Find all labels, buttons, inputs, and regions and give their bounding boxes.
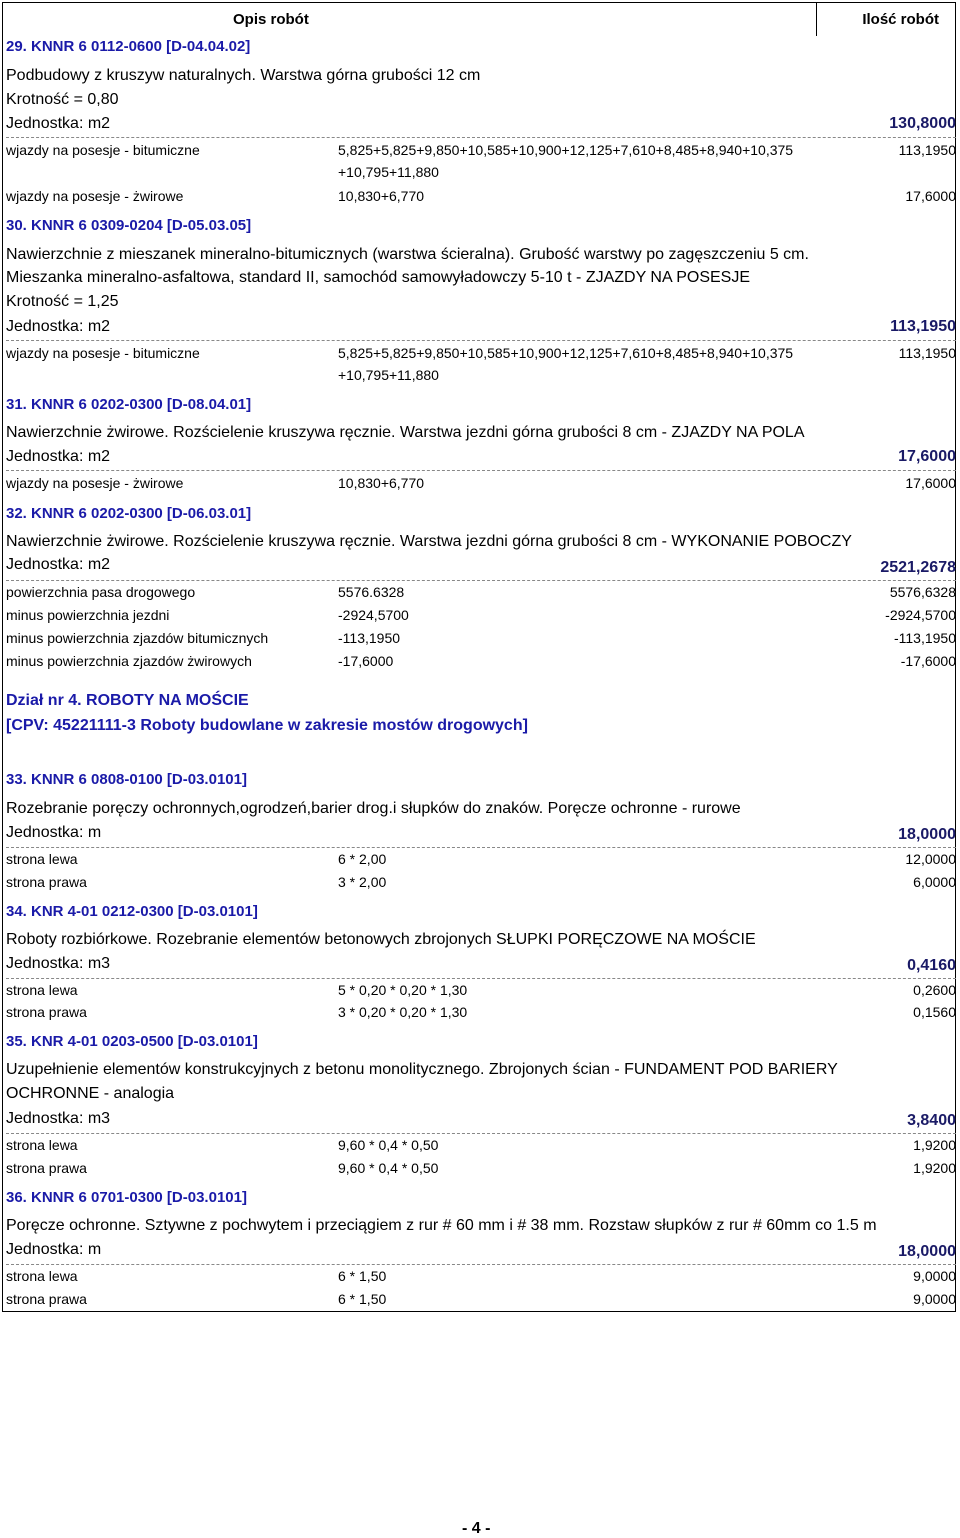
item-29-desc: Podbudowy z kruszyw naturalnych. Warstwa górna grubości 12 cm: [6, 67, 481, 84]
measure-value: 5576,6328: [889, 584, 956, 600]
measure-value: 12,0000: [905, 851, 956, 867]
unit-total: 18,0000: [898, 1243, 956, 1260]
measure-value: 113,1950: [898, 142, 956, 158]
measure-label: strona lewa: [6, 982, 78, 998]
divider: [6, 978, 956, 979]
measure-value: -113,1950: [893, 630, 956, 646]
column-header-opis: Opis robót: [233, 11, 309, 28]
item-30-unit-row: [6, 318, 956, 336]
divider: [6, 1264, 956, 1265]
unit-label: Jednostka: m: [6, 1241, 102, 1258]
measure-value: 113,1950: [898, 345, 956, 361]
item-30-desc-1: Nawierzchnie z mieszanek mineralno-bitumicznych (warstwa ścieralna). Grubość warstwy po zagęszczeniu 5 cm.: [6, 246, 809, 263]
measure-value: -2924,5700: [885, 607, 956, 623]
item-36-desc: Poręcze ochronne. Sztywne z pochwytem i przeciągiem z rur # 60 mm i # 38 mm. Rozstaw słupków z rur # 60mm co 1.5 m: [6, 1217, 877, 1234]
measure-expression: 3 * 2,00: [338, 874, 387, 890]
measure-expression: [338, 342, 793, 386]
item-30-desc-2: Mieszanka mineralno-asfaltowa, standard II, samochód samowyładowczy 5-10 t - ZJAZDY NA POSESJE: [6, 269, 751, 286]
measure-value: 9,0000: [913, 1291, 956, 1307]
item-34-code: 34. KNR 4-01 0212-0300 [D-03.0101]: [6, 903, 258, 920]
measure-expression: [338, 139, 793, 183]
measure-expression: 6 * 1,50: [338, 1268, 387, 1284]
measure-label: minus powierzchnia jezdni: [6, 607, 170, 623]
item-29-krotnosc: Krotność = 0,80: [6, 91, 119, 108]
measure-value: 17,6000: [905, 475, 956, 491]
item-33-desc: Rozebranie poręczy ochronnych,ogrodzeń,barier drog.i słupków do znaków. Poręcze ochronne - rurowe: [6, 800, 741, 817]
section-cpv: [CPV: 45221111-3 Roboty budowlane w zakresie mostów drogowych]: [6, 717, 528, 734]
item-33-code: 33. KNNR 6 0808-0100 [D-03.0101]: [6, 771, 247, 788]
divider: [6, 580, 956, 581]
divider: [6, 847, 956, 848]
unit-total: 17,6000: [898, 448, 956, 465]
measure-expression: 9,60 * 0,4 * 0,50: [338, 1160, 439, 1176]
measure-label: powierzchnia pasa drogowego: [6, 584, 196, 600]
measure-expression: 6 * 1,50: [338, 1291, 387, 1307]
expr-line-1: 5,825+5,825+9,850+10,585+10,900+12,125+7,610+8,485+8,940+10,375: [338, 345, 794, 361]
item-29-unit-row: [6, 115, 956, 133]
unit-label: Jednostka: m2: [6, 448, 111, 465]
measure-label: wjazdy na posesje - bitumiczne: [6, 142, 200, 158]
item-32-code: 32. KNNR 6 0202-0300 [D-06.03.01]: [6, 505, 252, 522]
item-35-code: 35. KNR 4-01 0203-0500 [D-03.0101]: [6, 1033, 258, 1050]
measure-label: minus powierzchnia zjazdów bitumicznych: [6, 630, 269, 646]
measure-label: strona prawa: [6, 1291, 87, 1307]
measure-label: strona prawa: [6, 1160, 87, 1176]
unit-total: 130,8000: [889, 115, 956, 132]
item-30-code: 30. KNNR 6 0309-0204 [D-05.03.05]: [6, 217, 252, 234]
item-35-desc-1: Uzupełnienie elementów konstrukcyjnych z betonu monolitycznego. Zbrojonych ścian - FUNDAMENT POD BARIERY: [6, 1061, 838, 1078]
measure-expression: 5 * 0,20 * 0,20 * 1,30: [338, 982, 468, 998]
measure-value: 1,9200: [913, 1160, 956, 1176]
measure-expression: 5576.6328: [338, 584, 405, 600]
item-36-unit-row: [6, 1241, 956, 1259]
unit-total: 18,0000: [898, 826, 956, 843]
unit-label: Jednostka: m2: [6, 556, 111, 573]
measure-expression: 3 * 0,20 * 0,20 * 1,30: [338, 1004, 468, 1020]
divider: [6, 340, 956, 341]
measure-value: 9,0000: [913, 1268, 956, 1284]
expr-line-2: +10,795+11,880: [338, 367, 439, 383]
item-35-unit-row: [6, 1110, 956, 1128]
measure-expression: -17,6000: [338, 653, 394, 669]
measure-label: wjazdy na posesje - bitumiczne: [6, 345, 200, 361]
divider: [6, 470, 956, 471]
item-30-krotnosc: Krotność = 1,25: [6, 293, 119, 310]
unit-total: 2521,2678: [880, 559, 956, 576]
measure-label: strona prawa: [6, 874, 87, 890]
measure-value: 17,6000: [905, 188, 956, 204]
item-36-code: 36. KNNR 6 0701-0300 [D-03.0101]: [6, 1189, 247, 1206]
measure-value: 0,2600: [913, 982, 956, 998]
measure-label: strona lewa: [6, 851, 78, 867]
unit-label: Jednostka: m3: [6, 1110, 111, 1127]
measure-expression: -2924,5700: [338, 607, 409, 623]
measure-expression: -113,1950: [338, 630, 401, 646]
unit-total: 0,4160: [907, 957, 956, 974]
measure-label: wjazdy na posesje - żwirowe: [6, 475, 184, 491]
measure-value: 1,9200: [913, 1137, 956, 1153]
item-34-unit-row: [6, 955, 956, 973]
item-31-unit-row: [6, 448, 956, 466]
item-32-desc: Nawierzchnie żwirowe. Rozścielenie kruszywa ręcznie. Warstwa jezdni górna grubości 8 cm - WYKONANIE POBOCZY: [6, 533, 852, 550]
measure-label: strona lewa: [6, 1137, 78, 1153]
expr-line-1: 5,825+5,825+9,850+10,585+10,900+12,125+7,610+8,485+8,940+10,375: [338, 142, 794, 158]
item-31-desc: Nawierzchnie żwirowe. Rozścielenie kruszywa ręcznie. Warstwa jezdni górna grubości 8 cm - ZJAZDY NA POLA: [6, 424, 805, 441]
measure-value: 0,1560: [913, 1004, 956, 1020]
section-title: Dział nr 4. ROBOTY NA MOŚCIE: [6, 692, 249, 709]
expr-line-2: +10,795+11,880: [338, 164, 439, 180]
unit-label: Jednostka: m2: [6, 318, 111, 335]
unit-label: Jednostka: m: [6, 824, 102, 841]
item-34-desc: Roboty rozbiórkowe. Rozebranie elementów betonowych zbrojonych SŁUPKI PORĘCZOWE NA MOŚCIE: [6, 931, 756, 948]
unit-total: 113,1950: [890, 318, 956, 335]
divider: [6, 1133, 956, 1134]
header-divider: [816, 3, 817, 36]
table-header: [3, 3, 955, 36]
measure-expression: 10,830+6,770: [338, 188, 425, 204]
item-31-code: 31. KNNR 6 0202-0300 [D-08.04.01]: [6, 396, 252, 413]
measure-label: strona prawa: [6, 1004, 87, 1020]
unit-label: Jednostka: m3: [6, 955, 111, 972]
page-number: - 4 -: [462, 1520, 491, 1537]
unit-label: Jednostka: m2: [6, 115, 111, 132]
column-header-ilosc: Ilość robót: [862, 11, 939, 28]
measure-value: 6,0000: [913, 874, 956, 890]
item-35-desc-2: OCHRONNE - analogia: [6, 1085, 175, 1102]
unit-total: 3,8400: [907, 1112, 956, 1129]
measure-label: strona lewa: [6, 1268, 78, 1284]
measure-value: -17,6000: [900, 653, 956, 669]
item-33-unit-row: [6, 824, 956, 842]
measure-expression: 9,60 * 0,4 * 0,50: [338, 1137, 439, 1153]
measure-label: minus powierzchnia zjazdów żwirowych: [6, 653, 252, 669]
measure-expression: 6 * 2,00: [338, 851, 387, 867]
item-32-unit-row: [6, 556, 956, 574]
measure-expression: 10,830+6,770: [338, 475, 425, 491]
item-29-code: 29. KNNR 6 0112-0600 [D-04.04.02]: [6, 38, 251, 55]
measure-label: wjazdy na posesje - żwirowe: [6, 188, 184, 204]
divider: [6, 137, 956, 138]
